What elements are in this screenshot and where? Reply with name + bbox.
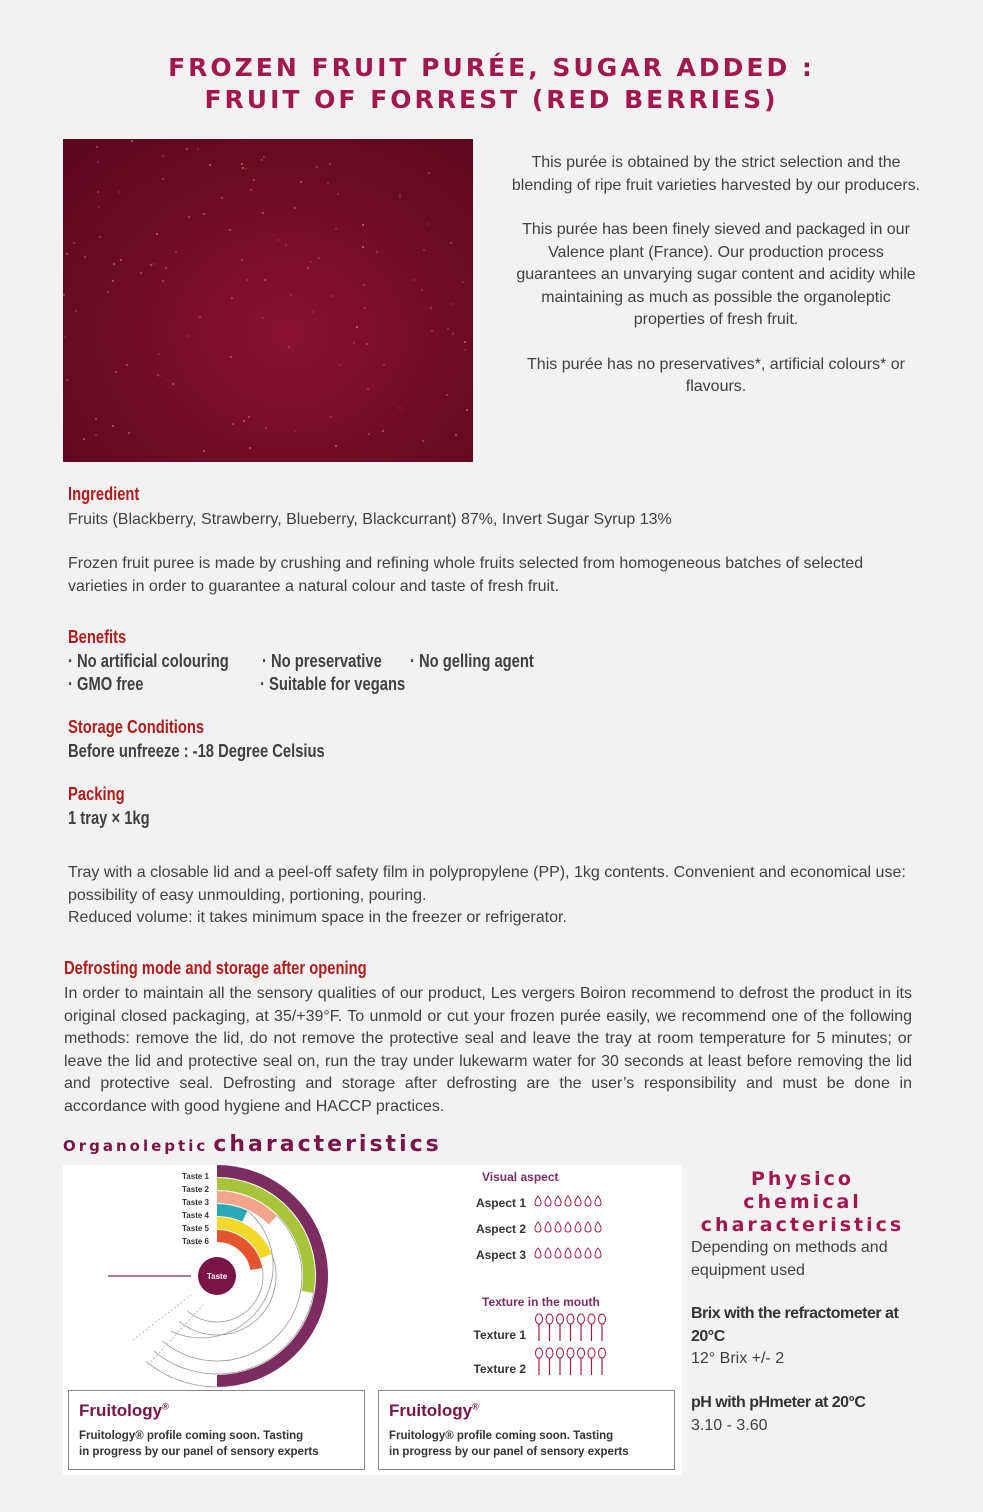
benefit-item: · GMO free xyxy=(68,674,144,694)
drop-icon xyxy=(545,1196,551,1206)
photo-speck xyxy=(203,450,205,452)
photo-speck xyxy=(246,279,248,281)
photo-speck xyxy=(356,326,358,328)
spoon-icon xyxy=(599,1314,606,1324)
taste-label: Taste 4 xyxy=(182,1211,209,1220)
drop-icon xyxy=(535,1222,541,1232)
photo-speck xyxy=(112,280,114,282)
photo-speck xyxy=(368,433,370,435)
intro-paragraph-3: This purée has no preservatives*, artificial colours* or flavours. xyxy=(527,355,905,395)
fruitology-box xyxy=(378,1390,675,1470)
photo-speck xyxy=(113,263,115,265)
fruitology-brand: Fruitology® xyxy=(79,1401,169,1420)
spoon-icon xyxy=(567,1348,574,1358)
photo-speck xyxy=(241,163,243,165)
photo-speck xyxy=(316,166,318,168)
physico-note: Depending on methods and equipment used xyxy=(691,1239,888,1279)
benefit-item: · No artificial colouring xyxy=(68,651,229,671)
photo-speck xyxy=(75,310,77,312)
fruitology-description: Fruitology® profile coming soon. Tasting in progress by our panel of sensory experts xyxy=(79,1430,319,1458)
photo-speck xyxy=(159,375,161,377)
photo-speck xyxy=(63,294,65,296)
photo-speck xyxy=(188,216,190,218)
photo-speck xyxy=(265,427,267,429)
photo-speck xyxy=(162,155,164,157)
photo-speck xyxy=(153,263,155,265)
photo-speck xyxy=(426,223,428,225)
texture-label: Texture 1 xyxy=(473,1328,526,1342)
photo-speck xyxy=(376,251,378,253)
photo-speck xyxy=(452,303,454,305)
title-line-2: FRUIT OF FORREST (RED BERRIES) xyxy=(204,85,779,114)
taste-wheel xyxy=(63,1165,393,1390)
photo-speck xyxy=(310,261,312,263)
photo-speck xyxy=(312,311,314,313)
photo-speck xyxy=(107,291,109,293)
drop-icon xyxy=(555,1248,561,1258)
sensory-aspects xyxy=(440,1165,680,1387)
photo-speck xyxy=(156,233,158,235)
taste-arc xyxy=(217,1210,245,1216)
photo-speck xyxy=(462,281,464,283)
photo-speck xyxy=(99,236,101,238)
photo-speck xyxy=(329,163,331,165)
ingredient-list: Fruits (Blackberry, Strawberry, Blueberry, Blackcurrant) 87%, Invert Sugar Syrup 13% xyxy=(68,511,672,528)
photo-speck xyxy=(399,193,401,195)
photo-speck xyxy=(421,289,423,291)
spoon-icon xyxy=(557,1348,564,1358)
visual-aspect-title: Visual aspect xyxy=(482,1170,559,1184)
photo-speck xyxy=(158,353,160,355)
photo-speck xyxy=(231,297,233,299)
taste-center-label: Taste xyxy=(206,1272,228,1281)
photo-speck xyxy=(126,364,128,366)
photo-speck xyxy=(150,264,152,266)
photo-speck xyxy=(230,356,232,358)
intro-paragraph-1: This purée is obtained by the strict selection and the blending of ripe fruit varieties harvested by our producers. xyxy=(511,154,921,194)
organoleptic-title-big: characteristics xyxy=(213,1132,442,1157)
drop-icon xyxy=(565,1248,571,1258)
benefit-label: No artificial colouring xyxy=(77,651,229,671)
photo-speck xyxy=(248,416,250,418)
photo-speck xyxy=(277,239,279,241)
photo-speck xyxy=(335,228,337,230)
photo-speck xyxy=(318,257,320,259)
photo-speck xyxy=(294,430,296,432)
photo-speck xyxy=(66,253,68,255)
photo-speck xyxy=(112,425,114,427)
photo-speck xyxy=(199,316,201,318)
taste-label: Taste 3 xyxy=(182,1198,209,1207)
benefit-item: · Suitable for vegans xyxy=(260,674,406,694)
benefit-label: No gelling agent xyxy=(419,651,534,671)
spoon-icon xyxy=(557,1314,564,1324)
photo-speck xyxy=(253,179,255,181)
wheel-guide-line xyxy=(133,1295,191,1340)
photo-speck xyxy=(331,295,333,297)
packing-description: Tray with a closable lid and a peel-off safety film in polypropylene (PP), 1kg contents. Convenient and economical use: possibility of easy unmoulding, portioning, pouring. xyxy=(68,864,906,904)
spoon-icon xyxy=(578,1348,585,1358)
photo-speck xyxy=(447,328,449,330)
benefit-item: · No gelling agent xyxy=(410,651,534,671)
product-photo xyxy=(63,139,473,462)
photo-speck xyxy=(363,284,365,286)
defrost-text: In order to maintain all the sensory qualities of our product, Les vergers Boiron recommend to defrost the product in its original closed packaging, at 35/+39°F. To unmold or cut your frozen purée easily, we recommend one of the following methods: remove the lid, do not remove the protective seal and leave the tray at room temperature for 5 minutes; or leave the lid and protective seal on, run the tray under lukewarm water for 30 seconds at least before removing the lid and protective seal. Defrosting and storage after defrosting are the user’s responsibility and must be done in accordance with good hygiene and HACCP practices. xyxy=(64,985,912,1115)
ph-value: 3.10 - 3.60 xyxy=(691,1417,768,1434)
photo-speck xyxy=(188,335,190,337)
photo-speck xyxy=(73,242,75,244)
photo-speck xyxy=(455,434,457,436)
photo-speck xyxy=(263,156,265,158)
photo-speck xyxy=(327,182,329,184)
taste-label: Taste 2 xyxy=(182,1185,209,1194)
photo-speck xyxy=(175,251,177,253)
drop-icon xyxy=(585,1196,591,1206)
spoon-icon xyxy=(599,1348,606,1358)
photo-speck xyxy=(399,196,401,198)
photo-speck xyxy=(162,178,164,180)
photo-speck xyxy=(83,438,85,440)
photo-speck xyxy=(382,430,384,432)
photo-speck xyxy=(162,280,164,282)
drop-icon xyxy=(575,1222,581,1232)
photo-speck xyxy=(452,333,454,335)
photo-speck xyxy=(165,267,167,269)
ingredient-heading: Ingredient xyxy=(68,484,140,504)
photo-speck xyxy=(422,440,424,442)
photo-speck xyxy=(64,336,66,338)
visual-aspect-label: Aspect 3 xyxy=(475,1248,526,1262)
photo-speck xyxy=(221,197,223,199)
title-line-1: FROZEN FRUIT PURÉE, SUGAR ADDED : xyxy=(168,53,815,82)
photo-speck xyxy=(128,432,130,434)
taste-label: Taste 6 xyxy=(182,1237,209,1246)
fruitology-box xyxy=(68,1390,365,1470)
fruitology-description: Fruitology® profile coming soon. Tasting in progress by our panel of sensory experts xyxy=(389,1430,629,1458)
photo-speck xyxy=(262,317,264,319)
storage-heading: Storage Conditions xyxy=(68,717,205,737)
taste-label: Taste 1 xyxy=(182,1172,209,1181)
photo-speck xyxy=(383,364,385,366)
photo-speck xyxy=(245,168,247,170)
brix-label: Brix with the refractometer at 20°C xyxy=(691,1305,899,1345)
taste-label: Taste 5 xyxy=(182,1224,209,1233)
photo-speck xyxy=(367,388,369,390)
photo-speck xyxy=(197,148,199,150)
photo-speck xyxy=(339,364,341,366)
packing-value: 1 tray × 1kg xyxy=(68,808,150,828)
photo-speck xyxy=(140,272,142,274)
spoon-icon xyxy=(546,1348,553,1358)
spoon-icon xyxy=(546,1314,553,1324)
photo-speck xyxy=(242,167,244,169)
photo-speck xyxy=(413,279,415,281)
photo-speck xyxy=(464,349,466,351)
benefit-item: · No preservative xyxy=(262,651,382,671)
drop-icon xyxy=(535,1248,541,1258)
photo-speck xyxy=(229,229,231,231)
photo-speck xyxy=(362,246,364,248)
photo-speck xyxy=(98,206,100,208)
drop-icon xyxy=(575,1196,581,1206)
drop-icon xyxy=(565,1196,571,1206)
drop-icon xyxy=(535,1196,541,1206)
visual-aspect-label: Aspect 2 xyxy=(475,1222,526,1236)
spoon-icon xyxy=(588,1314,595,1324)
drop-icon xyxy=(585,1248,591,1258)
photo-speck xyxy=(232,423,234,425)
photo-speck xyxy=(97,191,99,193)
organoleptic-title xyxy=(63,1132,442,1157)
spoon-icon xyxy=(588,1348,595,1358)
ph-label: pH with pHmeter at 20°C xyxy=(691,1394,866,1411)
photo-speck xyxy=(241,259,243,261)
photo-speck xyxy=(423,249,425,251)
photo-speck xyxy=(431,330,433,332)
photo-speck xyxy=(294,207,296,209)
photo-speck xyxy=(430,307,432,309)
photo-speck xyxy=(307,267,309,269)
photo-speck xyxy=(118,191,120,193)
photo-speck xyxy=(261,159,263,161)
visual-aspect-label: Aspect 1 xyxy=(475,1196,526,1210)
spoon-icon xyxy=(536,1314,543,1324)
drop-icon xyxy=(555,1222,561,1232)
photo-speck xyxy=(115,371,117,373)
drop-icon xyxy=(545,1248,551,1258)
photo-speck xyxy=(330,416,332,418)
intro-text xyxy=(510,152,922,421)
photo-speck xyxy=(466,409,468,411)
drop-icon xyxy=(595,1248,601,1258)
spoon-icon xyxy=(536,1348,543,1358)
photo-speck xyxy=(95,434,97,436)
wheel-guide-line xyxy=(148,1305,203,1365)
photo-speck xyxy=(66,379,68,381)
drop-icon xyxy=(595,1196,601,1206)
packing-volume-note: Reduced volume: it takes minimum space in the freezer or refrigerator. xyxy=(68,909,567,926)
photo-speck xyxy=(131,140,133,142)
photo-speck xyxy=(335,445,337,447)
physico-title: Physico chemical characteristics xyxy=(700,1168,905,1236)
photo-speck xyxy=(337,193,339,195)
photo-speck xyxy=(353,342,355,344)
ingredient-description: Frozen fruit puree is made by crushing and refining whole fruits selected from homogeneous batches of selected varieties in order to guarantee a natural colour and taste of fresh fruit. xyxy=(68,555,864,595)
photo-speck xyxy=(450,242,452,244)
photo-speck xyxy=(364,307,366,309)
photo-speck xyxy=(203,213,205,215)
photo-speck xyxy=(250,189,252,191)
drop-icon xyxy=(575,1248,581,1258)
benefits-heading: Benefits xyxy=(68,627,127,647)
intro-paragraph-2: This purée has been finely sieved and packaged in our Valence plant (France). Our production process guarantees an unvarying sugar content and acidity while maintaining as much as possible the organoleptic properties of fresh fruit. xyxy=(516,221,916,328)
photo-speck xyxy=(428,172,430,174)
photo-speck xyxy=(290,294,292,296)
brix-value: 12° Brix +/- 2 xyxy=(691,1350,785,1367)
photo-speck xyxy=(186,148,188,150)
defrost-heading: Defrosting mode and storage after opening xyxy=(64,958,367,978)
photo-speck xyxy=(464,341,466,343)
photo-speck xyxy=(96,146,98,148)
photo-speck xyxy=(172,383,174,385)
texture-title: Texture in the mouth xyxy=(482,1295,600,1309)
texture-label: Texture 2 xyxy=(473,1362,526,1376)
fruitology-brand: Fruitology® xyxy=(389,1401,479,1420)
photo-speck xyxy=(366,343,368,345)
benefit-label: GMO free xyxy=(77,674,144,694)
benefit-label: Suitable for vegans xyxy=(269,674,406,694)
packing-heading: Packing xyxy=(68,784,125,804)
drop-icon xyxy=(555,1196,561,1206)
photo-speck xyxy=(264,279,266,281)
photo-speck xyxy=(97,161,99,163)
photo-speck xyxy=(249,447,251,449)
photo-speck xyxy=(285,244,287,246)
photo-speck xyxy=(362,224,364,226)
photo-speck xyxy=(300,181,302,183)
organoleptic-title-small: Organoleptic xyxy=(63,1137,209,1155)
photo-speck xyxy=(209,164,211,166)
storage-value: Before unfreeze : -18 Degree Celsius xyxy=(68,741,325,761)
photo-speck xyxy=(95,418,97,420)
photo-speck xyxy=(262,212,264,214)
photo-speck xyxy=(399,407,401,409)
photo-speck xyxy=(243,420,245,422)
photo-speck xyxy=(446,394,448,396)
spoon-icon xyxy=(567,1314,574,1324)
spoon-icon xyxy=(578,1314,585,1324)
drop-icon xyxy=(545,1222,551,1232)
drop-icon xyxy=(565,1222,571,1232)
photo-speck xyxy=(120,259,122,261)
page-title xyxy=(0,52,983,116)
drop-icon xyxy=(595,1222,601,1232)
taste-arc-outline xyxy=(146,1361,217,1387)
photo-speck xyxy=(84,256,86,258)
benefit-label: No preservative xyxy=(271,651,382,671)
photo-speck xyxy=(288,346,290,348)
drop-icon xyxy=(585,1222,591,1232)
